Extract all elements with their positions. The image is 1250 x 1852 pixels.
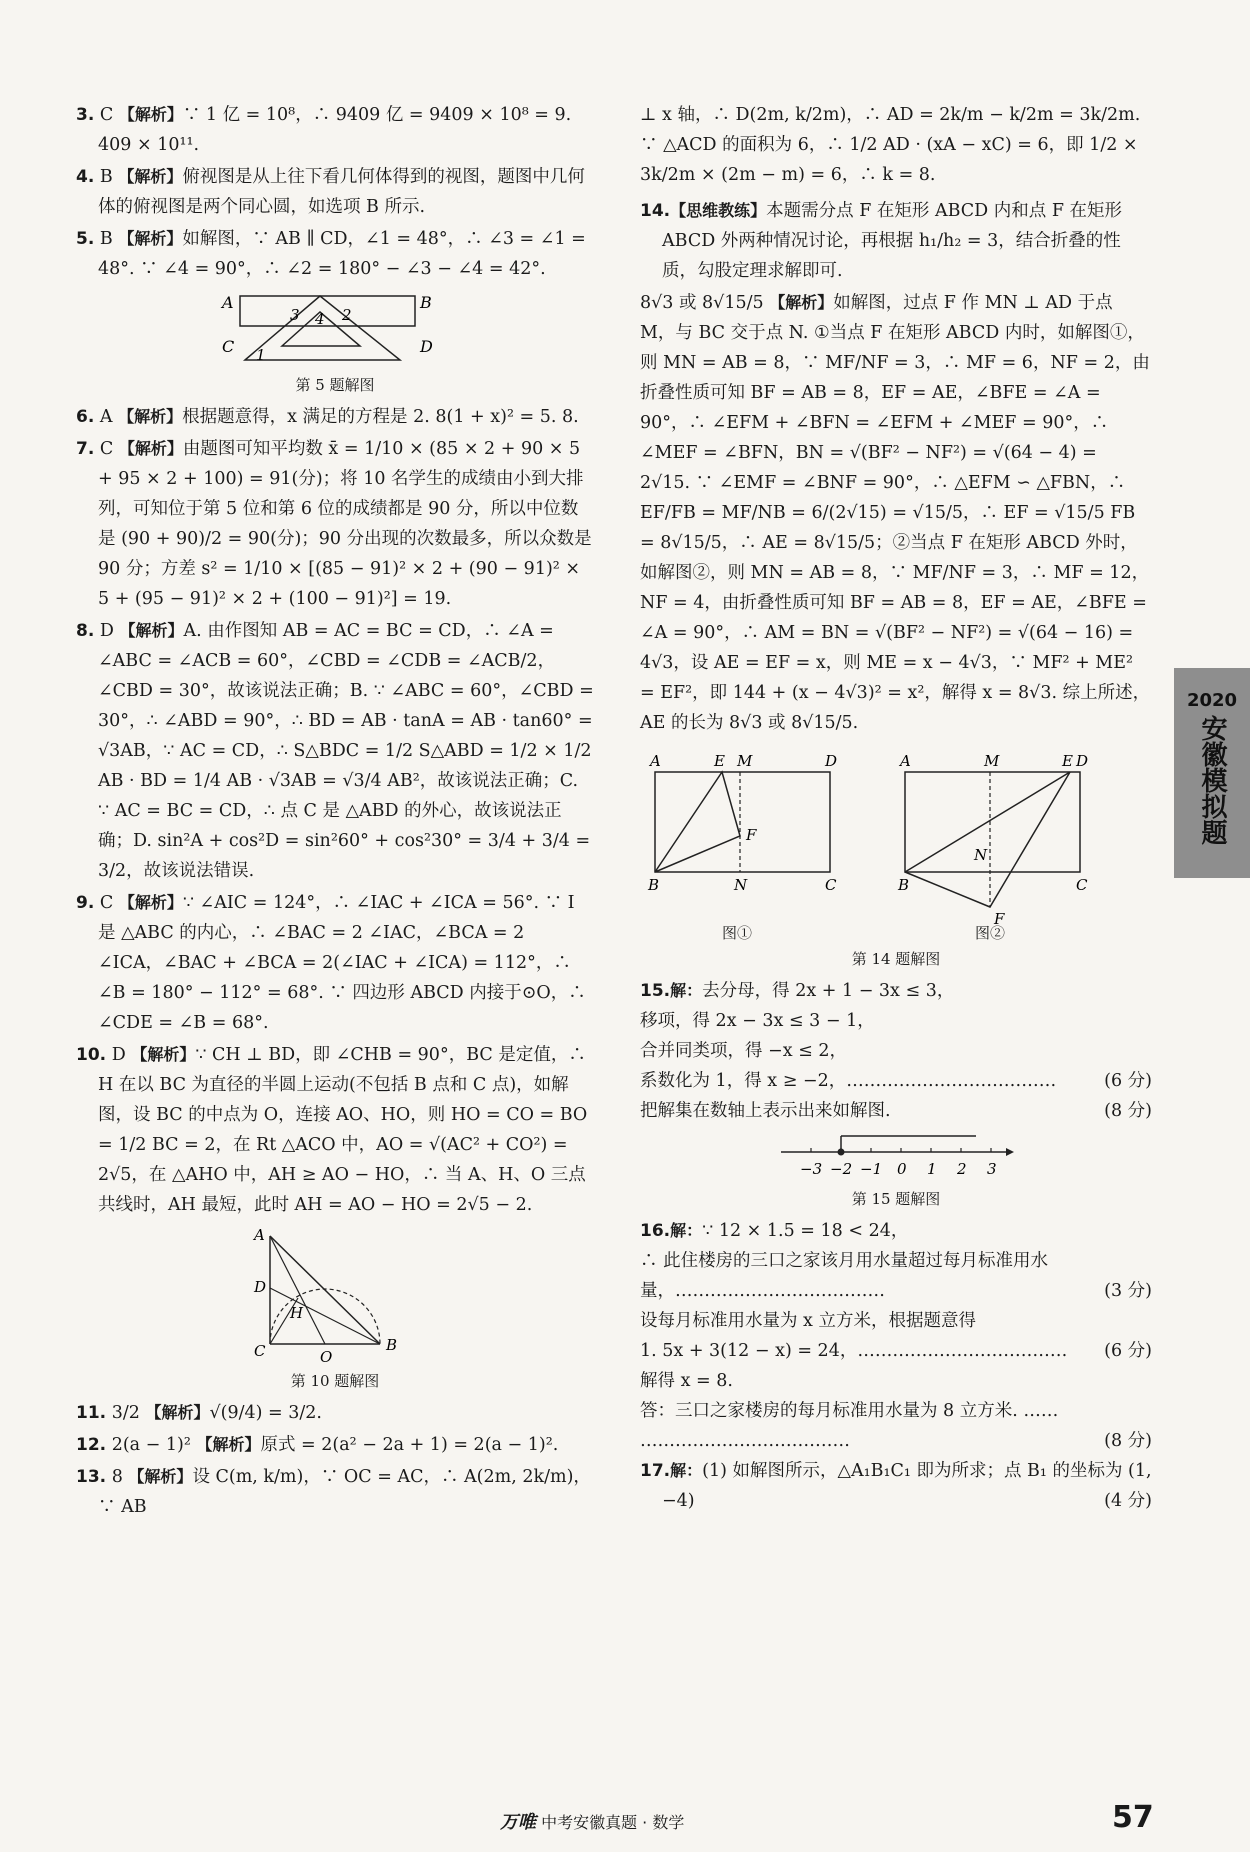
fig10-label-A: A [254,1226,265,1244]
item-10: 10. D 【解析】∵ CH ⊥ BD，即 ∠CHB = 90°，BC 是定值，∴ H 在以 BC 为直径的半圆上运动(不包括 B 点和 C 点)，如解图，设 BC 的中点为 O，连接 AO、HO，则 HO = CO = BO = 1/2 BC = 2，在 Rt △ACO 中，AO = √(AC² + CO²) = 2√5，在 △AHO 中，AH ≥ AO − HO，∴ 当 A、H、O 三点共线时，AH 最短，此时 AH = AO − HO = 2√5 − 2. [76,1045,588,1215]
fig14a-label-A: A [650,752,661,770]
fig14b-label-B: B [898,876,910,894]
caption-fig14a: 图① [722,924,753,942]
item-14-hint: 14.【思维教练】本题需分点 F 在矩形 ABCD 内和点 F 在矩形 ABCD 外两种情况讨论，再根据 h₁/h₂ = 3，结合折叠的性质，勾股定理求解即可. [640,201,1123,281]
caption-fig15: 第 15 题解图 [851,1190,941,1208]
fig5-label-A: A [222,293,234,312]
caption-fig14b: 图② [975,924,1006,942]
figure-5 [220,290,450,370]
side-tab [1174,668,1250,878]
fig14a-label-N: N [734,876,748,894]
numberline-tick-m2: −2 [830,1160,853,1178]
fig5-label-2: 2 [342,306,352,324]
fig14a-label-M: M [737,752,753,770]
left-column [76,100,594,1524]
numberline-tick-3: 3 [987,1160,997,1178]
fig14b-label-A: A [900,752,911,770]
fig14b-label-M: M [984,752,1000,770]
numberline-tick-m3: −3 [800,1160,823,1178]
page-number: 57 [1112,1800,1154,1835]
item-4: 4. B 【解析】俯视图是从上往下看几何体得到的视图，题图中几何体的俯视图是两个同心圆，如选项 B 所示. [76,167,585,217]
fig5-label-B: B [420,293,432,312]
item-16-line-6: 答：三口之家楼房的每月标准用水量为 8 立方米. …… ……………………………… (8 分) [640,1401,1152,1451]
caption-fig5: 第 5 题解图 [295,376,375,394]
item-15-line-4: 系数化为 1，得 x ≥ −2，……………………………… (6 分) [640,1071,1152,1091]
side-tab-year: 2020 [1186,690,1238,711]
fig14a-label-D: D [825,752,838,770]
fig14a-label-E: E [714,752,725,770]
item-16-line-2: ∴ 此住楼房的三口之家该月用水量超过每月标准用水量，……………………………… (3 分) [640,1251,1152,1301]
fig14b-label-F: F [994,910,1005,927]
item-15-line-5: 把解集在数轴上表示出来如解图. (8 分) [640,1101,1152,1121]
item-6: 6. A 【解析】根据题意得，x 满足的方程是 2. 8(1 + x)² = 5. 8. [76,407,579,427]
figure-14-b [890,752,1100,927]
fig5-label-D: D [420,337,433,356]
numberline-tick-m1: −1 [860,1160,883,1178]
caption-fig14: 第 14 题解图 [851,950,941,968]
item-14-solution: 8√3 或 8√15/5 【解析】如解图，过点 F 作 MN ⊥ AD 于点 M，与 BC 交于点 N. ①当点 F 在矩形 ABCD 内时，如解图①，则 MN = AB = 8，∵ MF/NF = 3，∴ MF = 6，NF = 2，由折叠性质可知 BF = AB = 8，EF = AE，∠BFE = ∠A = 90°，∴ ∠EFM + ∠BFN = ∠EFM + ∠MEF = 90°，∴ ∠MEF = ∠BFN，BN = √(BF² − NF²) = √(64 − 4) = 2√15. ∵ ∠EMF = ∠BNF = 90°，∴ △EFM ∽ △FBN，∴ EF/FB = MF/NB = 6/(2√15) = √15/5，∴ EF = √15/5 FB = 8√15/5，∴ AE = 8√15/5；②当点 F 在矩形 ABCD 外时，如解图②，则 MN = AB = 8，∵ MF/NF = 3，∴ MF = 12，NF = 4，由折叠性质可知 BF = AB = 8，EF = AE，∠BFE = ∠A = 90°，∴ AM = BN = √(BF² − NF²) = √(64 − 16) = 4√3，设 AE = EF = x，则 ME = x − 4√3，∵ MF² + ME² = EF²，即 144 + (x − 4√3)² = x²，解得 x = 8√3. 综上所述，AE 的长为 8√3 或 8√15/5. [640,293,1151,733]
item-9: 9. C 【解析】∵ ∠AIC = 124°，∴ ∠IAC + ∠ICA = 56°. ∵ I 是 △ABC 的内心，∴ ∠BAC = 2 ∠IAC，∠BCA = 2 ∠ICA，∠BAC + ∠BCA = 2(∠IAC + ∠ICA) = 112°，∴ ∠B = 180° − 112° = 68°. ∵ 四边形 ABCD 内接于⊙O，∴ ∠CDE = ∠B = 68°. [76,893,586,1033]
fig10-label-B: B [386,1336,398,1354]
item-17: 17.解：(1) 如解图所示，△A₁B₁C₁ 即为所求；点 B₁ 的坐标为 (1, −4) (4 分) [640,1461,1152,1511]
fig5-label-1: 1 [256,346,266,364]
numberline-tick-0: 0 [897,1160,907,1178]
numberline-tick-1: 1 [927,1160,937,1178]
fig10-label-D: D [254,1278,267,1296]
fig14a-label-F: F [746,826,757,844]
fig14b-label-D: D [1076,752,1089,770]
fig5-label-C: C [222,337,235,356]
item-16: 16.解：∵ 12 × 1.5 = 18 < 24， [640,1221,909,1241]
item-11: 11. 3/2 【解析】√(9/4) = 3/2. [76,1403,322,1423]
fig5-label-4: 4 [315,310,325,328]
item-13-continued: ⊥ x 轴，∴ D(2m, k/2m)，∴ AD = 2k/m − k/2m = 3k/2m. ∵ △ACD 的面积为 6，∴ 1/2 AD · (xA − xC) = 6，即 1/2 × 3k/2m × (2m − m) = 6，∴ k = 8. [640,105,1141,185]
fig10-label-C: C [254,1342,266,1360]
figure-15-number-line [776,1132,1016,1184]
page-footer [0,1800,1250,1840]
footer-brand-logo: 万唯 [500,1812,536,1833]
numberline-tick-2: 2 [957,1160,967,1178]
footer-brand [500,1808,684,1834]
fig10-label-H: H [290,1304,304,1322]
item-16-line-3: 设每月标准用水量为 x 立方米，根据题意得 [640,1311,976,1331]
fig10-label-O: O [320,1348,333,1366]
item-3: 3. C 【解析】∵ 1 亿 = 10⁸，∴ 9409 亿 = 9409 × 10⁸ = 9. 409 × 10¹¹. [76,105,572,155]
side-tab-label: 安徽模拟题 [1197,715,1227,845]
fig14b-label-C: C [1076,876,1088,894]
right-column [640,100,1152,1518]
footer-title: 中考安徽真题 · 数学 [541,1813,685,1832]
figure-14-group [640,738,1152,948]
item-16-line-5: 解得 x = 8. [640,1371,733,1391]
item-13: 13. 8 【解析】设 C(m, k/m)，∵ OC = AC，∴ A(2m, 2k/m)，∵ AB [76,1467,591,1517]
item-16-line-4: 1. 5x + 3(12 − x) = 24，……………………………… (6 分) [640,1341,1152,1361]
item-15-line-3: 合并同类项，得 −x ≤ 2， [640,1041,848,1061]
fig14b-label-N: N [974,846,988,864]
item-5: 5. B 【解析】如解图，∵ AB ∥ CD，∠1 = 48°，∴ ∠3 = ∠1 = 48°. ∵ ∠4 = 90°，∴ ∠2 = 180° − ∠3 − ∠4 = 42°. [76,229,586,279]
item-8: 8. D 【解析】A. 由作图知 AB = AC = BC = CD，∴ ∠A = ∠ABC = ∠ACB = 60°，∠CBD = ∠CDB = ∠ACB/2，∠CBD = 30°，故该说法正确；B. ∵ ∠ABC = 60°，∠CBD = 30°，∴ ∠ABD = 90°，∴ BD = AB · tanA = AB · tan60° = √3AB，∵ AC = CD，∴ S△BDC = 1/2 S△ABD = 1/2 × 1/2 AB · BD = 1/4 AB · √3AB = √3/4 AB²，故该说法正确；C. ∵ AC = BC = CD，∴ 点 C 是 △ABD 的外心，故该说法正确；D. sin²A + cos²D = sin²60° + cos²30° = 3/4 + 3/4 = 3/2，故该说法错误. [76,621,594,881]
fig14a-label-C: C [825,876,837,894]
item-15: 15.解：去分母，得 2x + 1 − 3x ≤ 3， [640,981,955,1001]
fig14a-label-B: B [648,876,660,894]
caption-fig10: 第 10 题解图 [290,1372,380,1390]
fig5-label-3: 3 [290,306,300,324]
figure-14-a [640,752,850,902]
figure-10 [250,1226,420,1366]
item-7: 7. C 【解析】由题图可知平均数 x̄ = 1/10 × (85 × 2 + 90 × 5 + 95 × 2 + 100) = 91(分)；将 10 名学生的成绩由小到大排列，可知位于第 5 位和第 6 位的成绩都是 90 分，所以中位数是 (90 + 90)/2 = 90(分)；90 分出现的次数最多，所以众数是 90 分；方差 s² = 1/10 × [(85 − 91)² × 2 + (90 − 91)² × 5 + (95 − 91)² × 2 + (100 − 91)²] = 19. [76,439,592,609]
item-12: 12. 2(a − 1)² 【解析】原式 = 2(a² − 2a + 1) = 2(a − 1)². [76,1435,559,1455]
fig14b-label-E: E [1062,752,1073,770]
item-15-line-2: 移项，得 2x − 3x ≤ 3 − 1， [640,1011,875,1031]
